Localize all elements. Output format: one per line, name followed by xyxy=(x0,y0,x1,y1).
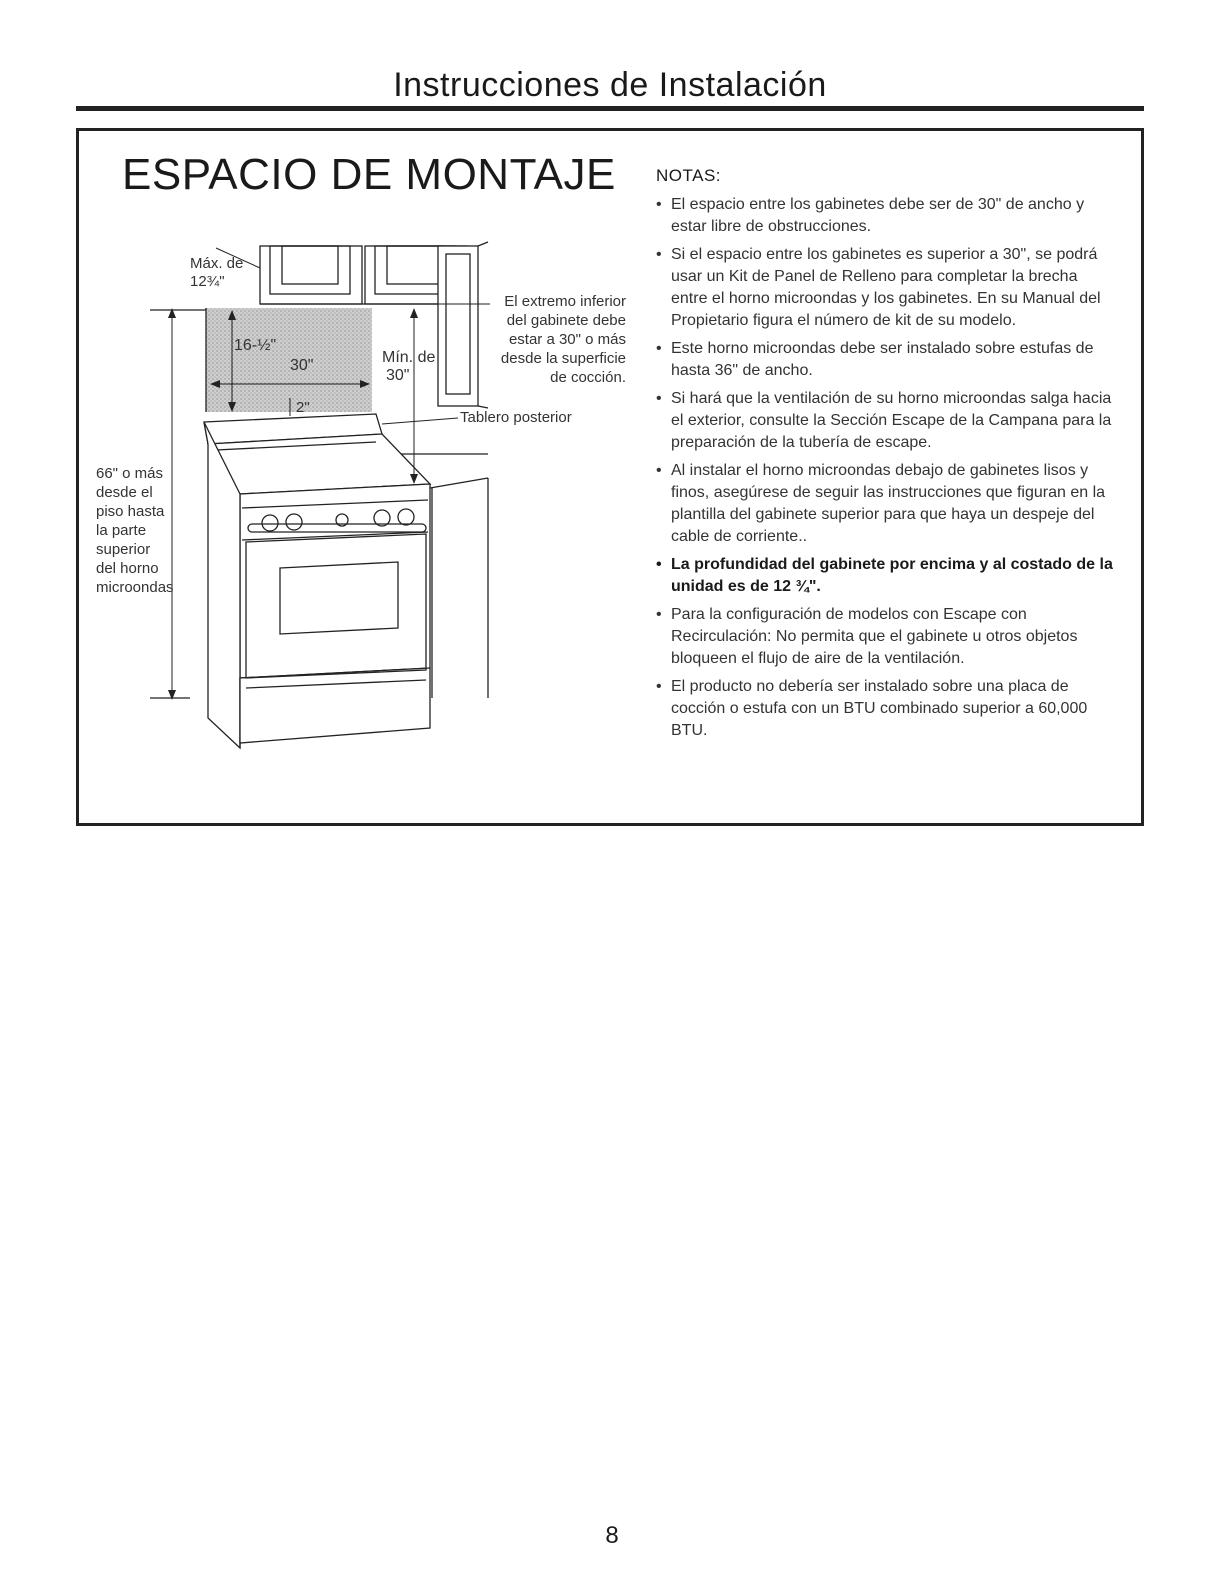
label-backsplash: Tablero posterior xyxy=(460,409,572,426)
note-text: El producto no debería ser instalado sobre una placa de cocción o estufa con un BTU combinado superior a 60,000 BTU. xyxy=(671,678,1088,739)
label-width-30: 30" xyxy=(290,357,314,374)
bullet-icon: • xyxy=(656,462,662,479)
bullet-icon: • xyxy=(656,556,662,573)
label-min-30-value: 30" xyxy=(386,367,410,384)
note-item xyxy=(656,388,1116,454)
page-header-title: Instrucciones de Instalación xyxy=(393,66,827,104)
note-item xyxy=(656,194,1116,238)
section-title: ESPACIO DE MONTAJE xyxy=(122,150,616,199)
cabinet-note-line-2: del gabinete debe xyxy=(506,312,626,329)
floor-note-line-1: 66" o más xyxy=(96,465,164,482)
floor-note-line-2: desde el xyxy=(96,484,153,501)
floor-note-line-6: del horno xyxy=(96,560,159,577)
bullet-icon: • xyxy=(656,340,662,357)
header-rule xyxy=(76,106,1144,111)
cabinet-note-line-1: El extremo inferior xyxy=(504,293,626,310)
floor-note-line-3: piso hasta xyxy=(96,503,165,520)
floor-note-line-5: superior xyxy=(96,541,151,558)
bullet-icon: • xyxy=(656,246,662,263)
notes-panel xyxy=(656,166,1116,748)
cabinet-note-line-3: estar a 30" o más xyxy=(508,331,626,348)
note-text: El espacio entre los gabinetes debe ser de 30" de ancho y estar libre de obstrucciones. xyxy=(671,196,1085,235)
notes-list xyxy=(656,194,1116,742)
note-text: Al instalar el horno microondas debajo de gabinetes lisos y finos, asegúrese de seguir las instrucciones que figuran en la plantilla del gabinete superior para que haya un despeje del cable de corriente.. xyxy=(671,462,1106,545)
note-text: Para la configuración de modelos con Escape con Recirculación: No permita que el gabinete u otros objetos bloqueen el flujo de aire de la ventilación. xyxy=(671,606,1078,667)
note-text: Si hará que la ventilación de su horno microondas salga hacia el exterior, consulte la Sección Escape de la Campana para la preparación de la tubería de escape. xyxy=(671,390,1112,451)
label-height-16: 16-½" xyxy=(234,337,277,354)
note-text: Este horno microondas debe ser instalado sobre estufas de hasta 36" de ancho. xyxy=(671,340,1094,379)
note-item xyxy=(656,244,1116,332)
cabinet-note-line-4: desde la superficie xyxy=(500,350,626,367)
label-max-depth: Máx. de xyxy=(190,255,244,272)
label-max-depth-value: 12¾" xyxy=(190,273,225,290)
note-text: La profundidad del gabinete por encima y al costado de la unidad es de 12 ¾". xyxy=(671,556,1113,595)
bullet-icon: • xyxy=(656,390,662,407)
note-item xyxy=(656,460,1116,548)
note-item-emphasis xyxy=(656,554,1116,598)
bullet-icon: • xyxy=(656,196,662,213)
note-item xyxy=(656,338,1116,382)
floor-note-line-4: la parte xyxy=(96,522,147,539)
notes-heading: NOTAS: xyxy=(656,166,722,185)
floor-note-line-7: microondas xyxy=(96,579,174,596)
installation-diagram xyxy=(96,238,640,758)
cabinet-note-line-5: de cocción. xyxy=(550,369,626,386)
page-number: 8 xyxy=(605,1522,619,1549)
note-item xyxy=(656,676,1116,742)
note-text: Si el espacio entre los gabinetes es superior a 30", se podrá usar un Kit de Panel de Relleno para completar la brecha entre el horno microondas y los gabinetes. En su Manual del Propietario figura el número de kit de su modelo. xyxy=(671,246,1101,329)
bullet-icon: • xyxy=(656,678,662,695)
label-gap-2: 2" xyxy=(296,399,310,416)
bullet-icon: • xyxy=(656,606,662,623)
label-min-30: Mín. de xyxy=(382,349,436,366)
note-item xyxy=(656,604,1116,670)
